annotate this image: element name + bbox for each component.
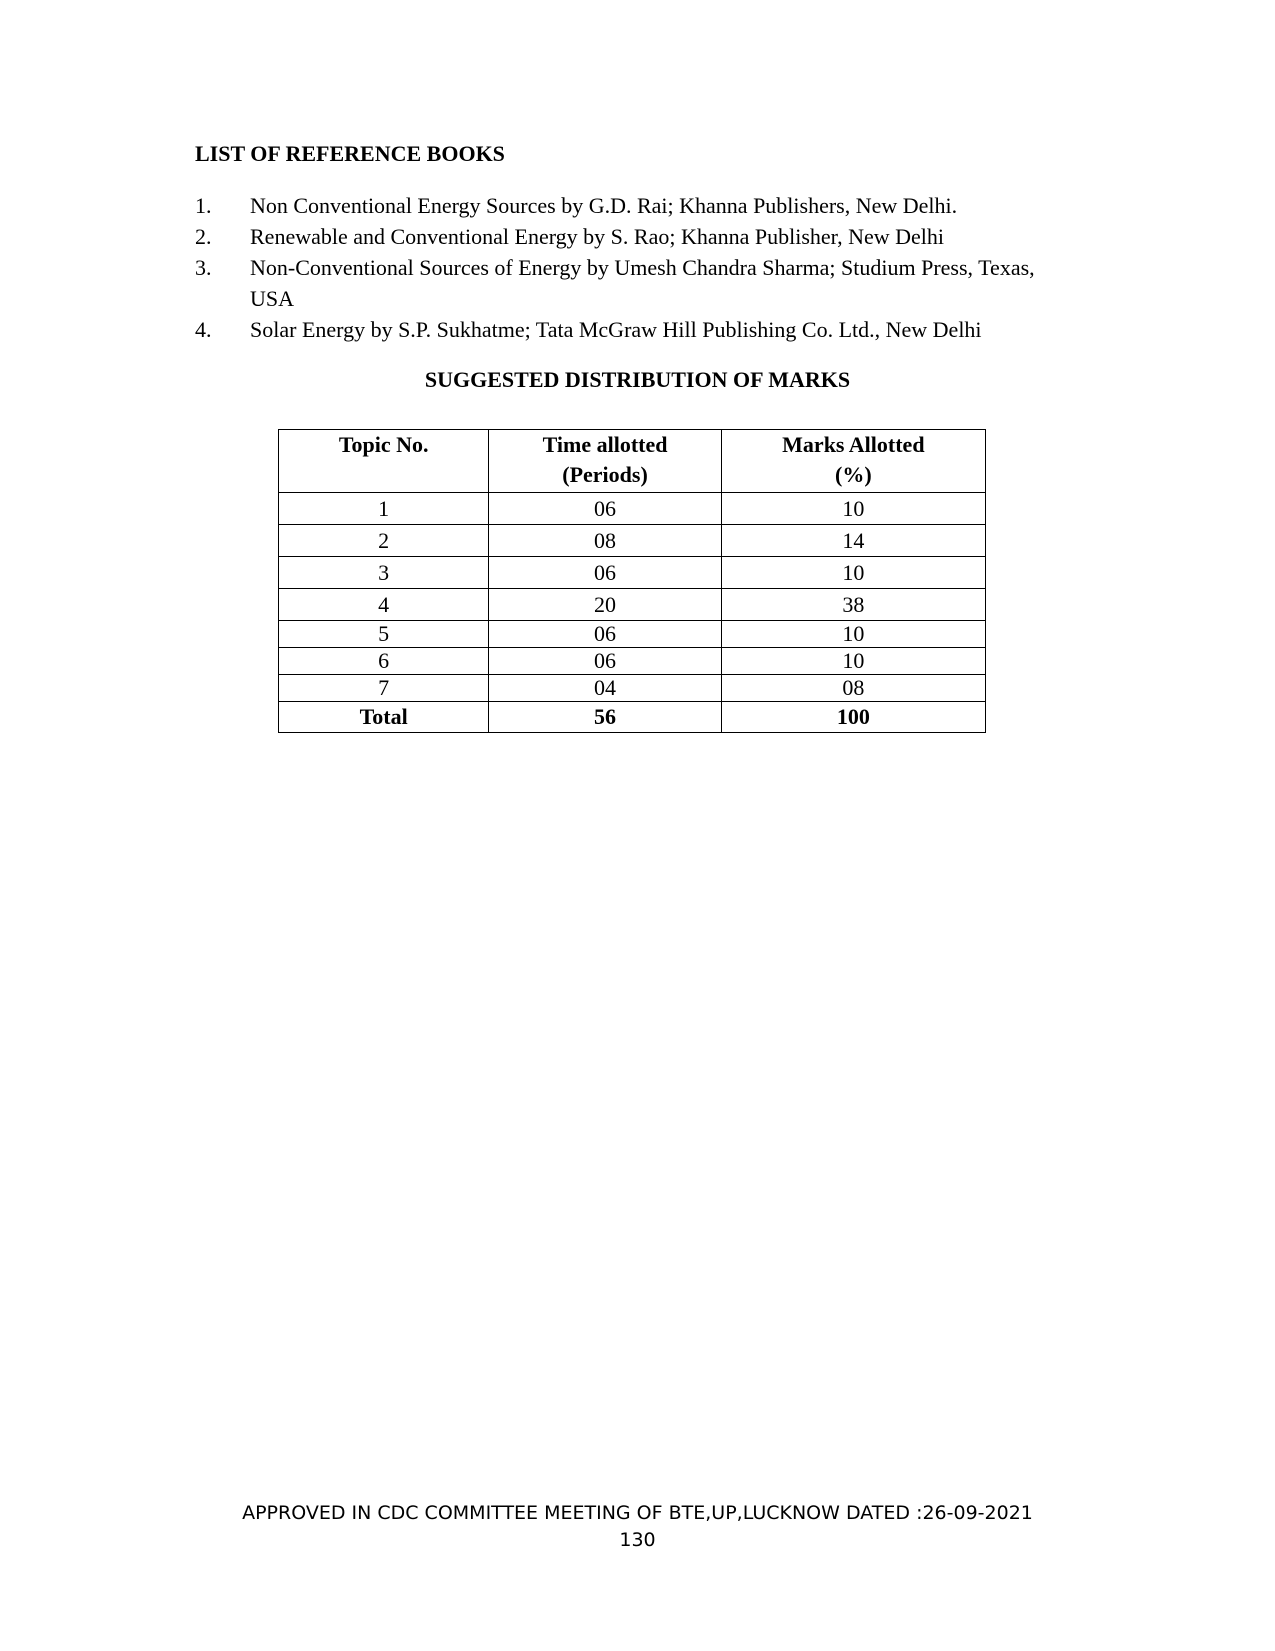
table-row [279, 675, 986, 702]
table-header-row [279, 430, 986, 493]
reference-books-heading: LIST OF REFERENCE BOOKS [195, 141, 505, 166]
list-item-text: Non-Conventional Sources of Energy by Umesh Chandra Sharma; Studium Press, Texas, USA [250, 255, 1035, 311]
list-item [195, 314, 1055, 345]
cell-time: 04 [489, 675, 721, 702]
cell-topic: 6 [279, 648, 489, 675]
cell-marks: 14 [721, 525, 985, 557]
list-item [195, 252, 1055, 314]
page-number: 130 [619, 1529, 656, 1551]
cell-time: 20 [489, 589, 721, 621]
list-item [195, 190, 1055, 221]
marks-distribution-heading: SUGGESTED DISTRIBUTION OF MARKS [424, 367, 851, 392]
cell-time: 08 [489, 525, 721, 557]
table-total-row [279, 702, 986, 733]
page-footer [0, 1500, 1275, 1554]
list-item-number: 4. [195, 317, 212, 342]
cell-topic: 3 [279, 557, 489, 589]
table-row [279, 557, 986, 589]
marks-distribution-table [278, 429, 986, 733]
list-item-text: Solar Energy by S.P. Sukhatme; Tata McGraw Hill Publishing Co. Ltd., New Delhi [250, 317, 982, 342]
header-time-line2: (Periods) [562, 462, 648, 487]
cell-time: 06 [489, 493, 721, 525]
cell-marks: 10 [721, 557, 985, 589]
header-time-line1: Time allotted [542, 432, 668, 457]
cell-topic: 4 [279, 589, 489, 621]
cell-marks: 08 [721, 675, 985, 702]
list-item-number: 2. [195, 224, 212, 249]
header-topic-label: Topic No. [338, 432, 429, 457]
cell-topic: 5 [279, 621, 489, 648]
cell-time: 06 [489, 621, 721, 648]
cell-marks: 10 [721, 493, 985, 525]
total-marks: 100 [721, 702, 985, 733]
approval-note: APPROVED IN CDC COMMITTEE MEETING OF BTE,UP,LUCKNOW DATED :26-09-2021 [242, 1502, 1033, 1524]
list-item-text: Renewable and Conventional Energy by S. Rao; Khanna Publisher, New Delhi [250, 224, 945, 249]
cell-marks: 10 [721, 621, 985, 648]
reference-book-list [195, 190, 1055, 345]
table-row [279, 648, 986, 675]
table-row [279, 493, 986, 525]
cell-marks: 10 [721, 648, 985, 675]
header-marks-line1: Marks Allotted [782, 432, 925, 457]
list-item-text: Non Conventional Energy Sources by G.D. Rai; Khanna Publishers, New Delhi. [250, 193, 958, 218]
table-row [279, 589, 986, 621]
header-marks-allotted [721, 430, 985, 493]
list-item-number: 1. [195, 193, 212, 218]
header-marks-line2: (%) [835, 462, 872, 487]
list-item-number: 3. [195, 255, 212, 280]
table-row [279, 525, 986, 557]
table-row [279, 621, 986, 648]
total-time: 56 [489, 702, 721, 733]
cell-topic: 1 [279, 493, 489, 525]
header-topic-no [279, 430, 489, 493]
cell-time: 06 [489, 557, 721, 589]
cell-time: 06 [489, 648, 721, 675]
cell-topic: 7 [279, 675, 489, 702]
list-item [195, 221, 1055, 252]
total-label: Total [279, 702, 489, 733]
header-time-allotted [489, 430, 721, 493]
cell-topic: 2 [279, 525, 489, 557]
cell-marks: 38 [721, 589, 985, 621]
